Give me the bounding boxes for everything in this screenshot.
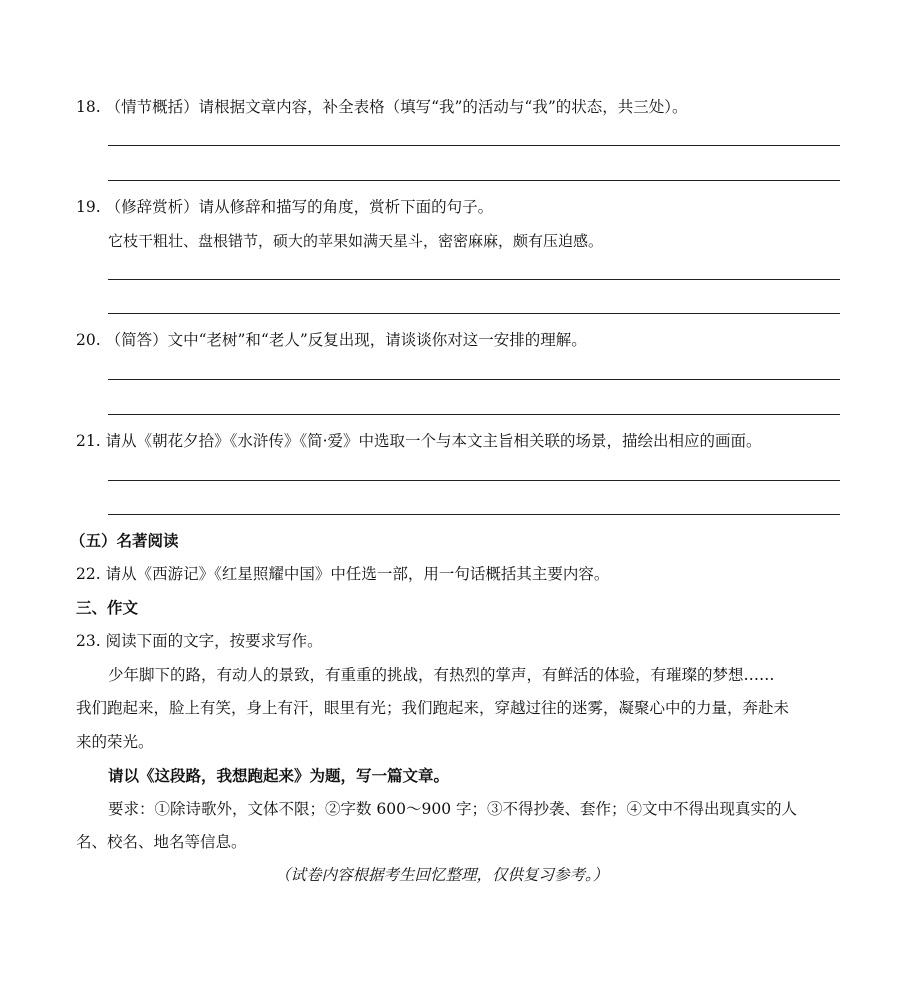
question-19-sentence: 它枝干粗壮、盘根错节，硕大的苹果如满天星斗，密密麻麻，颇有压迫感。 [108,232,604,250]
answer-line[interactable] [108,313,840,314]
composition-prompt: 请以《这段路，我想跑起来》为题，写一篇文章。 [108,766,450,785]
answer-line[interactable] [108,480,840,481]
answer-line[interactable] [108,414,840,415]
answer-line[interactable] [108,379,840,380]
section-heading-famous-works: （五）名著阅读 [70,531,179,550]
footer-note: （试卷内容根据考生回忆整理，仅供复习参考。） [275,866,609,884]
question-22: 22. 请从《西游记》《红星照耀中国》中任选一部，用一句话概括其主要内容。 [76,565,610,583]
requirements-line: 要求：①除诗歌外，文体不限；②字数 600～900 字；③不得抄袭、套作；④文中不得出现真实的人 [108,800,798,818]
answer-line[interactable] [108,279,840,280]
answer-line[interactable] [108,145,840,146]
question-19: 19. （修辞赏析）请从修辞和描写的角度，赏析下面的句子。 [76,198,494,216]
answer-line[interactable] [108,514,840,515]
question-18: 18. （情节概括）请根据文章内容，补全表格（填写“我”的活动与“我”的状态，共三处）。 [76,98,688,116]
answer-line[interactable] [108,180,840,181]
passage-line: 来的荣光。 [76,733,154,751]
section-heading-composition: 三、作文 [76,598,139,617]
question-21: 21. 请从《朝花夕拾》《水浒传》《简·爱》中选取一个与本文主旨相关联的场景，描绘出相应的画面。 [76,432,762,450]
passage-line: 我们跑起来，脸上有笑，身上有汗，眼里有光；我们跑起来，穿越过往的迷雾，凝聚心中的力量，奔赴未 [76,699,790,717]
requirements-line: 名、校名、地名等信息。 [76,833,247,851]
question-20: 20. （简答）文中“老树”和“老人”反复出现，请谈谈你对这一安排的理解。 [76,331,587,349]
question-23: 23. 阅读下面的文字，按要求写作。 [76,632,323,650]
passage-line: 少年脚下的路，有动人的景致，有重重的挑战，有热烈的掌声，有鲜活的体验，有璀璨的梦想…… [108,666,775,684]
